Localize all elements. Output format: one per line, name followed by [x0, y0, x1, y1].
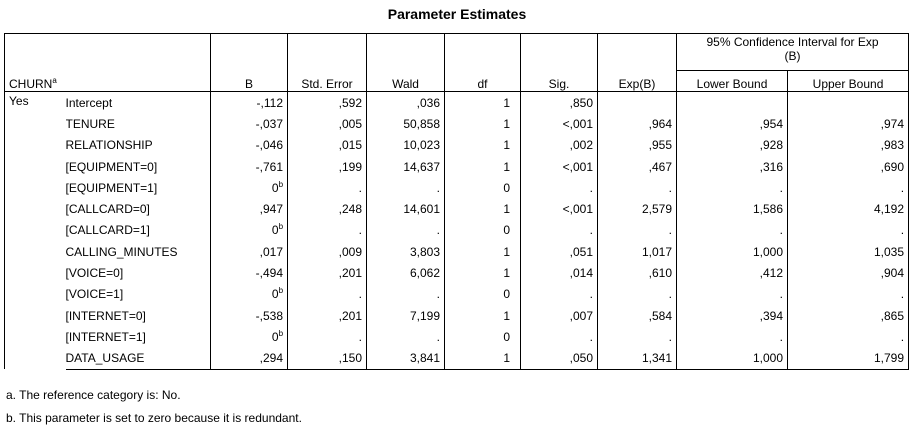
cell-std-error: .: [288, 284, 367, 305]
cell-lower-bound: .: [677, 284, 788, 305]
cell-upper-bound: ,974: [788, 113, 909, 134]
cell-parameter: RELATIONSHIP: [66, 135, 211, 156]
table-row: [5, 241, 909, 262]
table-row: [5, 92, 909, 114]
cell-upper-bound: ,983: [788, 135, 909, 156]
cell-df: 0: [445, 220, 521, 241]
cell-std-error: ,201: [288, 262, 367, 283]
cell-df: 1: [445, 348, 521, 370]
cell-upper-bound: .: [788, 220, 909, 241]
table-row: [5, 177, 909, 198]
cell-expb: 2,579: [598, 198, 677, 219]
cell-wald: 3,841: [367, 348, 445, 370]
cell-sig: ,007: [521, 305, 598, 326]
cell-parameter: [INTERNET=1]: [66, 326, 211, 347]
cell-wald: 6,062: [367, 262, 445, 283]
header-confidence-interval: 95% Confidence Interval for Exp (B): [677, 34, 909, 71]
cell-wald: ,036: [367, 92, 445, 114]
cell-upper-bound: [788, 92, 909, 114]
table-row: [5, 135, 909, 156]
cell-wald: 3,803: [367, 241, 445, 262]
cell-std-error: .: [288, 220, 367, 241]
cell-wald: 14,637: [367, 156, 445, 177]
cell-std-error: ,005: [288, 113, 367, 134]
cell-parameter: [EQUIPMENT=1]: [66, 177, 211, 198]
cell-sig: <,001: [521, 113, 598, 134]
cell-upper-bound: 1,035: [788, 241, 909, 262]
cell-b: -,761: [211, 156, 288, 177]
cell-std-error: ,248: [288, 198, 367, 219]
cell-sig: .: [521, 326, 598, 347]
cell-lower-bound: ,954: [677, 113, 788, 134]
header-sig: Sig.: [521, 34, 598, 92]
table-row: [5, 262, 909, 283]
cell-std-error: ,199: [288, 156, 367, 177]
cell-expb: ,955: [598, 135, 677, 156]
cell-df: 1: [445, 113, 521, 134]
cell-lower-bound: 1,000: [677, 348, 788, 370]
cell-b: -,046: [211, 135, 288, 156]
header-churn: CHURN$^a$: [5, 34, 211, 92]
cell-upper-bound: .: [788, 326, 909, 347]
cell-expb: 1,017: [598, 241, 677, 262]
table-row: [5, 284, 909, 305]
cell-lower-bound: ,928: [677, 135, 788, 156]
cell-lower-bound: ,394: [677, 305, 788, 326]
cell-upper-bound: .: [788, 177, 909, 198]
cell-lower-bound: .: [677, 326, 788, 347]
table-row: [5, 305, 909, 326]
cell-b: -,538: [211, 305, 288, 326]
cell-b: 0$^b$: [211, 220, 288, 241]
cell-wald: 10,023: [367, 135, 445, 156]
cell-sig: ,002: [521, 135, 598, 156]
cell-parameter: [CALLCARD=1]: [66, 220, 211, 241]
cell-lower-bound: ,412: [677, 262, 788, 283]
cell-wald: .: [367, 220, 445, 241]
cell-sig: .: [521, 284, 598, 305]
cell-b: ,017: [211, 241, 288, 262]
cell-b: 0$^b$: [211, 326, 288, 347]
cell-df: 0: [445, 326, 521, 347]
cell-df: 1: [445, 135, 521, 156]
cell-parameter: DATA_USAGE: [66, 348, 211, 370]
cell-lower-bound: ,316: [677, 156, 788, 177]
table-row: [5, 348, 909, 370]
response-category: Yes: [5, 92, 66, 370]
cell-sig: ,051: [521, 241, 598, 262]
cell-b: -,112: [211, 92, 288, 114]
header-wald: Wald: [367, 34, 445, 92]
table-row: [5, 326, 909, 347]
cell-df: 1: [445, 156, 521, 177]
table-row: [5, 198, 909, 219]
header-expb: Exp(B): [598, 34, 677, 92]
footnote-b: b. This parameter is set to zero because it is redundant.: [6, 411, 302, 425]
cell-upper-bound: ,690: [788, 156, 909, 177]
cell-df: 1: [445, 241, 521, 262]
cell-wald: .: [367, 284, 445, 305]
cell-sig: .: [521, 177, 598, 198]
cell-df: 1: [445, 262, 521, 283]
cell-df: 1: [445, 305, 521, 326]
table-row: [5, 156, 909, 177]
cell-upper-bound: ,904: [788, 262, 909, 283]
header-lower-bound: Lower Bound: [677, 71, 788, 92]
cell-std-error: ,015: [288, 135, 367, 156]
cell-lower-bound: [677, 92, 788, 114]
cell-parameter: [EQUIPMENT=0]: [66, 156, 211, 177]
table-title: Parameter Estimates: [387, 6, 527, 22]
cell-std-error: ,009: [288, 241, 367, 262]
cell-b: -,494: [211, 262, 288, 283]
cell-upper-bound: .: [788, 284, 909, 305]
cell-parameter: TENURE: [66, 113, 211, 134]
cell-upper-bound: 4,192: [788, 198, 909, 219]
cell-df: 1: [445, 92, 521, 114]
table-row: [5, 113, 909, 134]
cell-parameter: [CALLCARD=0]: [66, 198, 211, 219]
cell-lower-bound: .: [677, 220, 788, 241]
cell-df: 0: [445, 284, 521, 305]
cell-parameter: [VOICE=1]: [66, 284, 211, 305]
header-df: df: [445, 34, 521, 92]
cell-sig: ,850: [521, 92, 598, 114]
cell-expb: .: [598, 177, 677, 198]
cell-expb: ,584: [598, 305, 677, 326]
cell-std-error: ,150: [288, 348, 367, 370]
cell-b: ,294: [211, 348, 288, 370]
cell-df: 1: [445, 198, 521, 219]
parameter-estimates-table: [4, 33, 909, 370]
header-std-error: Std. Error: [288, 34, 367, 92]
cell-expb: .: [598, 220, 677, 241]
cell-std-error: .: [288, 326, 367, 347]
cell-lower-bound: .: [677, 177, 788, 198]
cell-df: 0: [445, 177, 521, 198]
cell-expb: [598, 92, 677, 114]
cell-expb: ,467: [598, 156, 677, 177]
cell-parameter: [INTERNET=0]: [66, 305, 211, 326]
cell-parameter: [VOICE=0]: [66, 262, 211, 283]
cell-wald: 50,858: [367, 113, 445, 134]
cell-parameter: Intercept: [66, 92, 211, 114]
cell-lower-bound: 1,000: [677, 241, 788, 262]
cell-wald: .: [367, 326, 445, 347]
cell-sig: <,001: [521, 156, 598, 177]
cell-lower-bound: 1,586: [677, 198, 788, 219]
cell-b: ,947: [211, 198, 288, 219]
cell-std-error: .: [288, 177, 367, 198]
cell-sig: ,014: [521, 262, 598, 283]
cell-expb: .: [598, 326, 677, 347]
cell-std-error: ,201: [288, 305, 367, 326]
cell-wald: .: [367, 177, 445, 198]
cell-wald: 7,199: [367, 305, 445, 326]
footnote-a: a. The reference category is: No.: [6, 388, 181, 402]
cell-expb: ,964: [598, 113, 677, 134]
table-row: [5, 220, 909, 241]
header-upper-bound: Upper Bound: [788, 71, 909, 92]
cell-parameter: CALLING_MINUTES: [66, 241, 211, 262]
cell-sig: .: [521, 220, 598, 241]
cell-b: 0$^b$: [211, 284, 288, 305]
cell-wald: 14,601: [367, 198, 445, 219]
cell-sig: ,050: [521, 348, 598, 370]
cell-expb: ,610: [598, 262, 677, 283]
cell-sig: <,001: [521, 198, 598, 219]
cell-upper-bound: 1,799: [788, 348, 909, 370]
cell-std-error: ,592: [288, 92, 367, 114]
cell-expb: 1,341: [598, 348, 677, 370]
cell-b: 0$^b$: [211, 177, 288, 198]
cell-upper-bound: ,865: [788, 305, 909, 326]
header-b: B: [211, 34, 288, 92]
cell-expb: .: [598, 284, 677, 305]
cell-b: -,037: [211, 113, 288, 134]
